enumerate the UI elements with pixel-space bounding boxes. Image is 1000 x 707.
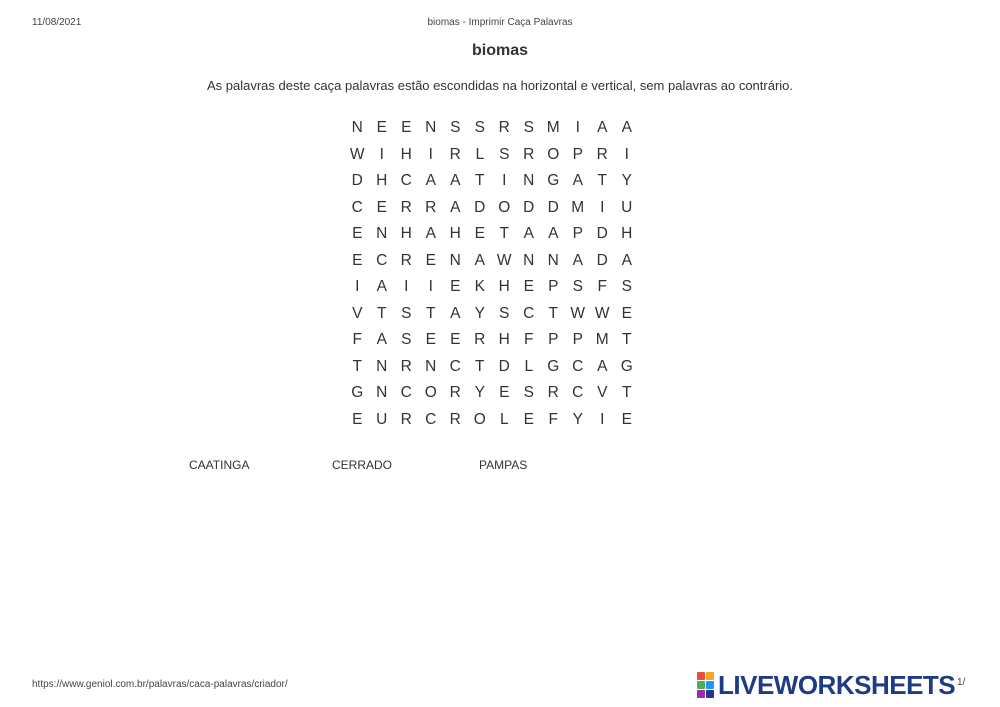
grid-cell: O — [424, 384, 437, 401]
grid-cell: G — [547, 357, 560, 375]
grid-cell: R — [400, 357, 412, 375]
grid-cell: E — [474, 225, 485, 242]
grid-cell: I — [428, 278, 433, 295]
grid-cell: A — [474, 251, 485, 269]
grid-cell: D — [547, 198, 559, 216]
grid-cell: I — [404, 278, 409, 295]
grid-cell: T — [548, 304, 558, 322]
grid-cell: G — [547, 172, 560, 189]
grid-cell: I — [600, 198, 605, 216]
grid-cell: H — [498, 331, 510, 348]
grid-cell: L — [499, 410, 509, 428]
grid-cell: R — [498, 119, 510, 136]
grid-cell: P — [572, 225, 583, 242]
grid-cell: Y — [474, 384, 485, 401]
grid-cell: A — [425, 225, 436, 242]
grid-cell: V — [352, 304, 363, 322]
grid-cell: S — [499, 145, 510, 163]
liveworksheets-logo — [697, 671, 955, 699]
grid-cell: H — [621, 225, 633, 242]
grid-cell: N — [376, 225, 388, 242]
grid-cell: R — [547, 384, 559, 401]
grid-cell: R — [596, 145, 608, 163]
grid-cell: L — [475, 145, 485, 163]
grid-cell: I — [355, 278, 360, 295]
grid-cell: P — [572, 331, 583, 348]
grid-cell: E — [352, 225, 363, 242]
grid-cell: N — [547, 251, 559, 269]
grid-cell: N — [376, 357, 388, 375]
grid-cell: E — [621, 304, 632, 322]
grid-cell: S — [499, 304, 510, 322]
grid-cell: W — [349, 145, 365, 163]
grid-cell: R — [449, 145, 461, 163]
grid-cell: I — [575, 119, 580, 136]
grid-cell: H — [400, 225, 412, 242]
grid-cell: R — [449, 384, 461, 401]
grid-cell: C — [572, 357, 584, 375]
grid-cell: N — [351, 119, 363, 136]
logo-icon — [697, 672, 714, 698]
grid-cell: R — [400, 198, 412, 216]
grid-cell: R — [400, 410, 412, 428]
grid-cell: R — [474, 331, 486, 348]
grid-cell: E — [523, 410, 534, 428]
grid-cell: H — [400, 145, 412, 163]
grid-cell: E — [621, 410, 632, 428]
grid-cell: A — [597, 119, 608, 136]
grid-cell: N — [449, 251, 461, 269]
grid-cell: T — [426, 304, 436, 322]
grid-cell: A — [523, 225, 534, 242]
grid-cell: A — [597, 357, 608, 375]
grid-cell: A — [621, 251, 632, 269]
grid-cell: N — [425, 357, 437, 375]
word-item: PAMPAS — [479, 458, 528, 472]
brand-name: LIVEWORKSHEETS — [718, 670, 956, 700]
grid-cell: F — [548, 410, 558, 428]
grid-cell: T — [475, 172, 485, 189]
grid-cell: T — [622, 331, 632, 348]
grid-cell: S — [523, 384, 534, 401]
grid-cell: A — [425, 172, 436, 189]
grid-cell: E — [425, 331, 436, 348]
grid-cell: D — [351, 172, 363, 189]
grid-cell: S — [401, 304, 412, 322]
grid-cell: V — [597, 384, 608, 401]
grid-cell: O — [473, 410, 486, 428]
grid-cell: D — [596, 225, 608, 242]
grid-cell: I — [379, 145, 384, 163]
grid-cell: E — [352, 251, 363, 269]
print-header-title: biomas - Imprimir Caça Palavras — [427, 17, 573, 28]
logo-square — [697, 690, 705, 698]
grid-cell: N — [523, 251, 535, 269]
page-number: 1/ — [957, 677, 966, 688]
grid-cell: N — [376, 384, 388, 401]
grid-cell: P — [548, 278, 559, 295]
grid-cell: A — [376, 331, 387, 348]
word-item: CERRADO — [332, 458, 393, 472]
grid-cell: G — [620, 357, 633, 375]
grid-cell: A — [450, 304, 461, 322]
grid-cell: H — [376, 172, 388, 189]
grid-cell: F — [597, 278, 607, 295]
grid-cell: T — [475, 357, 485, 375]
grid-cell: L — [524, 357, 534, 375]
grid-cell: S — [474, 119, 485, 136]
grid-cell: E — [450, 331, 461, 348]
footer-url: https://www.geniol.com.br/palavras/caca-palavras/criador/ — [32, 679, 288, 690]
grid-cell: I — [428, 145, 433, 163]
grid-cell: A — [450, 198, 461, 216]
grid-cell: G — [351, 384, 364, 401]
grid-cell: A — [621, 119, 632, 136]
grid-cell: E — [352, 410, 363, 428]
grid-cell: F — [524, 331, 534, 348]
logo-square — [706, 681, 714, 689]
word-item: CAATINGA — [189, 458, 250, 472]
grid-cell: E — [450, 278, 461, 295]
grid-cell: E — [523, 278, 534, 295]
grid-cell: Y — [572, 410, 583, 428]
grid-cell: K — [474, 278, 485, 295]
grid-cell: P — [548, 331, 559, 348]
grid-cell: M — [546, 119, 560, 136]
grid-cell: D — [596, 251, 608, 269]
logo-square — [697, 681, 705, 689]
grid-cell: E — [376, 119, 387, 136]
grid-cell: S — [523, 119, 534, 136]
grid-cell: E — [499, 384, 510, 401]
grid-cell: T — [499, 225, 509, 242]
grid-cell: A — [572, 251, 583, 269]
word-search-grid — [345, 118, 639, 436]
grid-cell: C — [425, 410, 437, 428]
grid-cell: I — [600, 410, 605, 428]
grid-cell: R — [523, 145, 535, 163]
grid-cell: E — [425, 251, 436, 269]
grid-cell: W — [594, 304, 610, 322]
grid-cell: C — [400, 384, 412, 401]
grid-cell: W — [570, 304, 586, 322]
grid-cell: C — [449, 357, 461, 375]
logo-square — [706, 672, 714, 680]
grid-cell: Y — [621, 172, 632, 189]
logo-square — [706, 690, 714, 698]
instructions: As palavras deste caça palavras estão escondidas na horizontal e vertical, sem palavras ao contrário. — [206, 78, 794, 93]
grid-cell: E — [401, 119, 412, 136]
grid-cell: R — [400, 251, 412, 269]
grid-cell: D — [474, 198, 486, 216]
grid-cell: C — [376, 251, 388, 269]
grid-cell: S — [621, 278, 632, 295]
grid-cell: A — [376, 278, 387, 295]
grid-cell: H — [449, 225, 461, 242]
grid-cell: W — [496, 251, 512, 269]
grid-cell: D — [498, 357, 510, 375]
grid-cell: U — [376, 410, 388, 428]
grid-cell: U — [621, 198, 633, 216]
grid-cell: M — [571, 198, 585, 216]
grid-cell: R — [449, 410, 461, 428]
grid-cell: S — [572, 278, 583, 295]
grid-cell: T — [377, 304, 387, 322]
grid-cell: H — [498, 278, 510, 295]
grid-cell: O — [547, 145, 560, 163]
grid-cell: I — [624, 145, 629, 163]
grid-cell: A — [572, 172, 583, 189]
grid-cell: S — [450, 119, 461, 136]
grid-cell: D — [523, 198, 535, 216]
grid-cell: N — [523, 172, 535, 189]
grid-cell: I — [502, 172, 507, 189]
grid-cell: T — [597, 172, 607, 189]
grid-cell: C — [523, 304, 535, 322]
grid-cell: A — [450, 172, 461, 189]
grid-cell: C — [572, 384, 584, 401]
grid-cell: C — [351, 198, 363, 216]
grid-cell: A — [548, 225, 559, 242]
grid-cell: S — [401, 331, 412, 348]
page-title: biomas — [471, 42, 528, 59]
grid-cell: F — [352, 331, 362, 348]
grid-cell: O — [498, 198, 511, 216]
grid-cell: N — [425, 119, 437, 136]
grid-cell: M — [595, 331, 609, 348]
grid-cell: R — [425, 198, 437, 216]
grid-cell: E — [376, 198, 387, 216]
grid-cell: T — [352, 357, 362, 375]
grid-cell: T — [622, 384, 632, 401]
grid-cell: P — [572, 145, 583, 163]
print-date: 11/08/2021 — [32, 17, 82, 28]
logo-square — [697, 672, 705, 680]
grid-cell: Y — [474, 304, 485, 322]
grid-cell: C — [400, 172, 412, 189]
